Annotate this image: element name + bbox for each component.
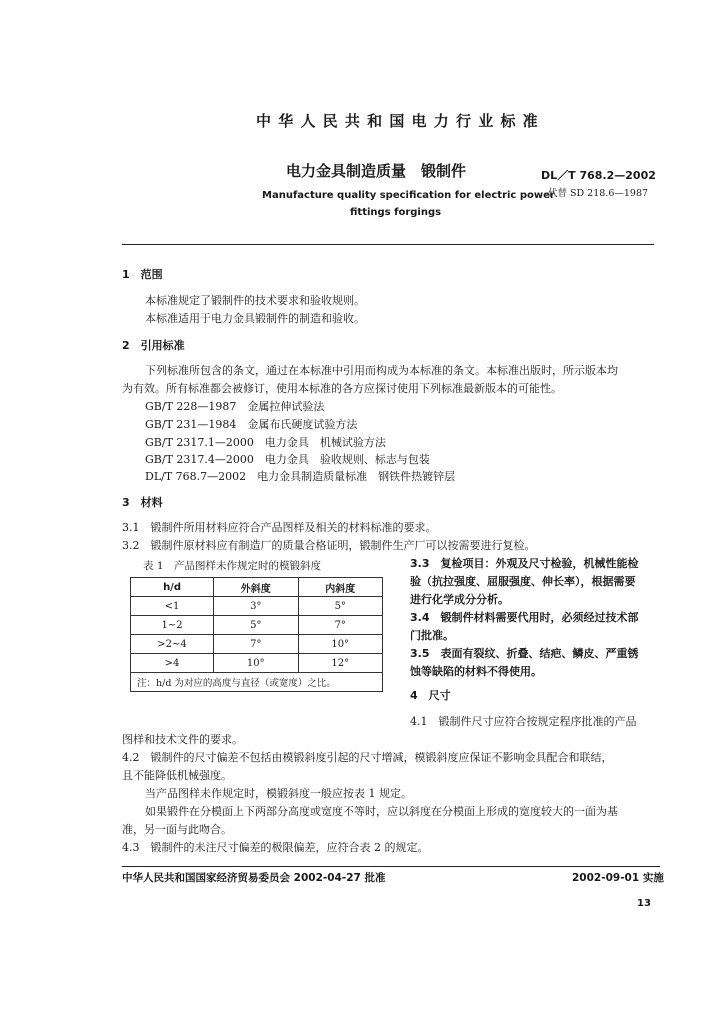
effective-date: 2002-09-01 实施 xyxy=(572,872,664,884)
table-cell: <1 xyxy=(131,597,214,616)
reference-item: GB/T 2317.4—2000 电力金具 验收规则、标志与包装 xyxy=(145,453,430,466)
reference-item: GB/T 2317.1—2000 电力金具 机械试验方法 xyxy=(145,436,386,449)
reference-item: DL/T 768.7—2002 电力金具制造质量标准 钢铁件热镀锌层 xyxy=(145,470,456,483)
clause-4-2-line5: 准，另一面与此吻合。 xyxy=(122,823,232,836)
section-4-heading: 4 尺寸 xyxy=(410,689,451,702)
table-cell: >4 xyxy=(131,654,214,673)
standard-number: DL／T 768.2—2002 xyxy=(541,169,656,182)
clause-4-2-line2: 且不能降低机械强度。 xyxy=(122,769,232,782)
clause-3-2: 3.2 锻制件原材料应有制造厂的质量合格证明，锻制件生产厂可以按需要进行复检。 xyxy=(122,539,536,552)
column-header: 内斜度 xyxy=(298,578,382,597)
clause-3-3-line2: 验（抗拉强度、屈服强度、伸长率），根据需要 xyxy=(410,575,636,588)
document-title: 电力金具制造质量 锻制件 xyxy=(286,162,467,180)
clause-3-3-line3: 进行化学成分分析。 xyxy=(410,593,509,606)
clause-3-1: 3.1 锻制件所用材料应符合产品图样及相关的材料标准的要求。 xyxy=(122,521,437,534)
clause-3-5-line1: 3.5 表面有裂纹、折叠、结疤、鳞皮、严重锈 xyxy=(410,647,639,660)
table-cell: 7° xyxy=(214,635,298,654)
section-1-heading: 1 范围 xyxy=(122,268,163,281)
clause-4-3: 4.3 锻制件的未注尺寸偏差的极限偏差，应符合表 2 的规定。 xyxy=(122,841,429,854)
table-cell: 5° xyxy=(298,597,382,616)
column-header: 外斜度 xyxy=(214,578,298,597)
clause-4-1-line2: 图样和技术文件的要求。 xyxy=(122,733,243,746)
table-row xyxy=(131,616,383,635)
table-cell: 10° xyxy=(214,654,298,673)
table-note-row xyxy=(131,673,383,692)
table-cell: 7° xyxy=(298,616,382,635)
table-cell: 12° xyxy=(298,654,382,673)
clause-3-4-line1: 3.4 锻制件材料需要代用时，必须经过技术部 xyxy=(410,611,639,624)
approval-line: 中华人民共和国国家经济贸易委员会 2002-04-27 批准 xyxy=(122,872,386,884)
table-cell: 3° xyxy=(214,597,298,616)
section-3-heading: 3 材料 xyxy=(122,496,163,509)
page-number: 13 xyxy=(637,898,651,909)
section-2-heading: 2 引用标准 xyxy=(122,339,185,352)
clause-4-1-line1: 4.1 锻制件尺寸应符合按规定程序批准的产品 xyxy=(410,715,637,728)
section-2-para-line2: 为有效。所有标准都会被修订，使用本标准的各方应探讨使用下列标准最新版本的可能性。 xyxy=(122,382,562,395)
column-header: h/d xyxy=(131,578,214,597)
english-title-line2: fittings forgings xyxy=(350,207,442,218)
replaces-standard: 代替 SD 218.6—1987 xyxy=(548,188,649,199)
footer-divider xyxy=(122,866,660,867)
table-cell: 5° xyxy=(214,616,298,635)
clause-4-2-line1: 4.2 锻制件的尺寸偏差不包括由模锻斜度引起的尺寸增减，模锻斜度应保证不影响金具配合和联结， xyxy=(122,751,613,764)
clause-3-3-line1: 3.3 复检项目：外观及尺寸检验，机械性能检 xyxy=(410,557,639,570)
clause-4-2-line4: 如果锻件在分模面上下两部分高度或宽度不等时，应以斜度在分模面上形成的宽度较大的一面为基 xyxy=(145,805,618,818)
clause-3-4-line2: 门批准。 xyxy=(410,629,454,642)
table-cell: 10° xyxy=(298,635,382,654)
table-row xyxy=(131,635,383,654)
clause-4-2-line3: 当产品图样未作规定时，模锻斜度一般应按表 1 规定。 xyxy=(145,787,412,800)
table-header-row xyxy=(131,578,383,597)
slope-table xyxy=(130,577,383,692)
table-cell: 1~2 xyxy=(131,616,214,635)
section-1-para-2: 本标准适用于电力金具锻制件的制造和验收。 xyxy=(145,312,365,325)
table-note: 注：h/d 为对应的高度与直径（或宽度）之比。 xyxy=(131,673,383,692)
section-2-para-line1: 下列标准所包含的条文，通过在本标准中引用而构成为本标准的条文。本标准出版时，所示版本均 xyxy=(145,364,618,377)
english-title-line1: Manufacture quality specification for electric power xyxy=(262,190,555,201)
org-title: 中 华 人 民 共 和 国 电 力 行 业 标 准 xyxy=(256,112,539,130)
table-row xyxy=(131,597,383,616)
table-cell: >2~4 xyxy=(131,635,214,654)
table-1-caption: 表 1 产品图样未作规定时的模锻斜度 xyxy=(143,560,322,572)
reference-item: GB/T 231—1984 金属布氏硬度试验方法 xyxy=(145,418,358,431)
header-divider xyxy=(122,244,654,245)
table-row xyxy=(131,654,383,673)
reference-item: GB/T 228—1987 金属拉伸试验法 xyxy=(145,400,325,413)
section-1-para-1: 本标准规定了锻制件的技术要求和验收规则。 xyxy=(145,294,365,307)
clause-3-5-line2: 蚀等缺陷的材料不得使用。 xyxy=(410,665,542,678)
